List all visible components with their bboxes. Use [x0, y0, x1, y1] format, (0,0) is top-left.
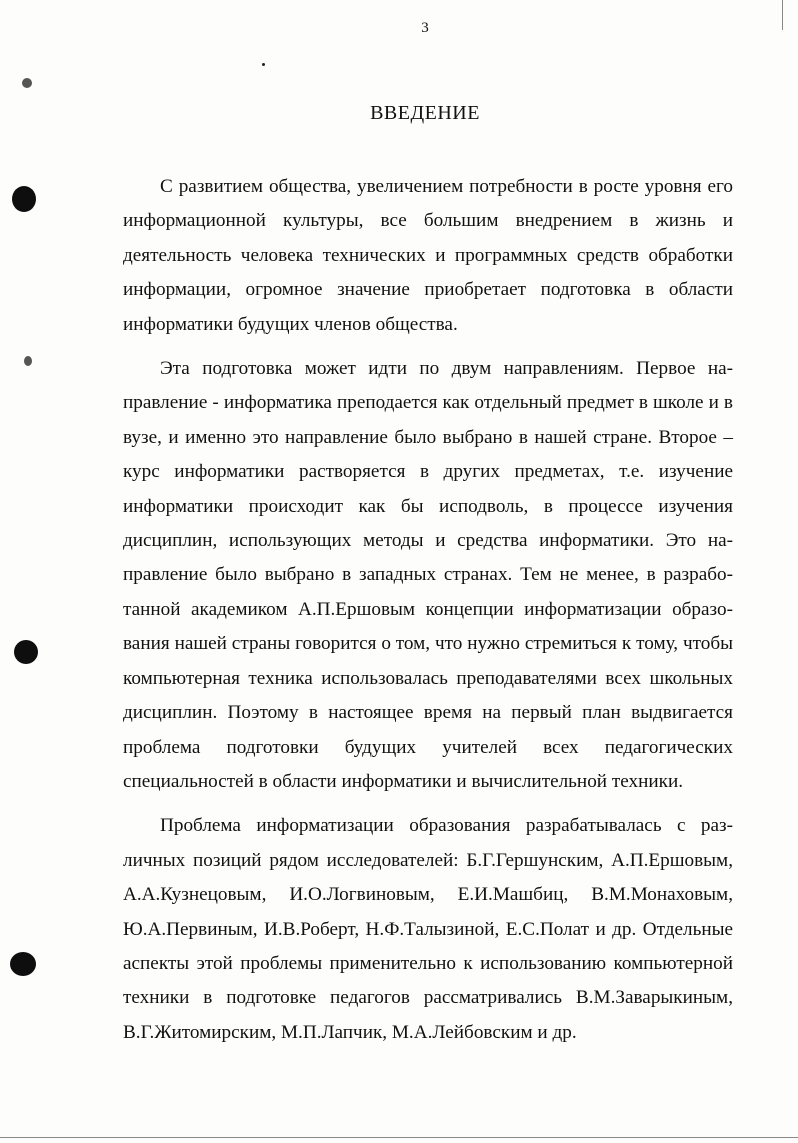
section-title: ВВЕДЕНИЕ — [370, 102, 480, 124]
paragraph-3: Проблема информатизации образования разрабатывалась с различных позиций рядом исследователей: Б.Г.Гершунским, А.П.Ершовым, А.А.Кузнецовым, И.О.Логвиновым, Е.И.Машбиц, В.М.Монаховым, Ю.А.Первиным, И.В.Роберт, Н.Ф.Талызиной, Е.С.Полат и др. Отдельные аспекты этой проблемы применительно к использованию компьютерной техники в подготовке педагогов рассматривались В.М.Заварыкиным, В.Г.Житомирским, М.П.Лапчик, М.А.Лейбовским и др. — [123, 815, 733, 1043]
binder-hole-mark-1 — [12, 186, 36, 212]
paragraph-2: Эта подготовка может идти по двум направлениям. Первое направление - информатика преподается как отдельный предмет в школе и в вузе, и именно это направление было выбрано в нашей стране. Второе – курс информатики растворяется в других предметах, т.е. изучение информатики происходит как бы исподволь, в процессе изучения дисциплин, использующих методы и средства информатики. Это направление было выбрано в западных странах. Тем не менее, в разработанной академиком А.П.Ершовым концепции информатизации образования нашей страны говорится о том, что нужно стремиться к тому, чтобы компьютерная техника использовалась преподавателями всех школьных дисциплин. Поэтому в настоящее время на первый план выдвигается проблема подготовки будущих учителей всех педагогических специальностей в области информатики и вычислительной техники. — [123, 358, 733, 792]
body-text — [123, 170, 733, 1060]
binder-hole-mark-3 — [10, 952, 36, 976]
scan-speck — [22, 78, 32, 88]
paragraph-1: С развитием общества, увеличением потребности в росте уровня его информационной культуры, все большим внедрением в жизнь и деятельность человека технических и программных средств обработки информации, огромное значение приобретает подготовка в области информатики будущих членов общества. — [123, 176, 733, 335]
page-number: 3 — [421, 20, 429, 36]
scan-edge-line — [0, 1137, 798, 1138]
scan-speck — [24, 356, 32, 366]
scan-speck — [262, 63, 265, 66]
binder-hole-mark-2 — [14, 640, 38, 664]
